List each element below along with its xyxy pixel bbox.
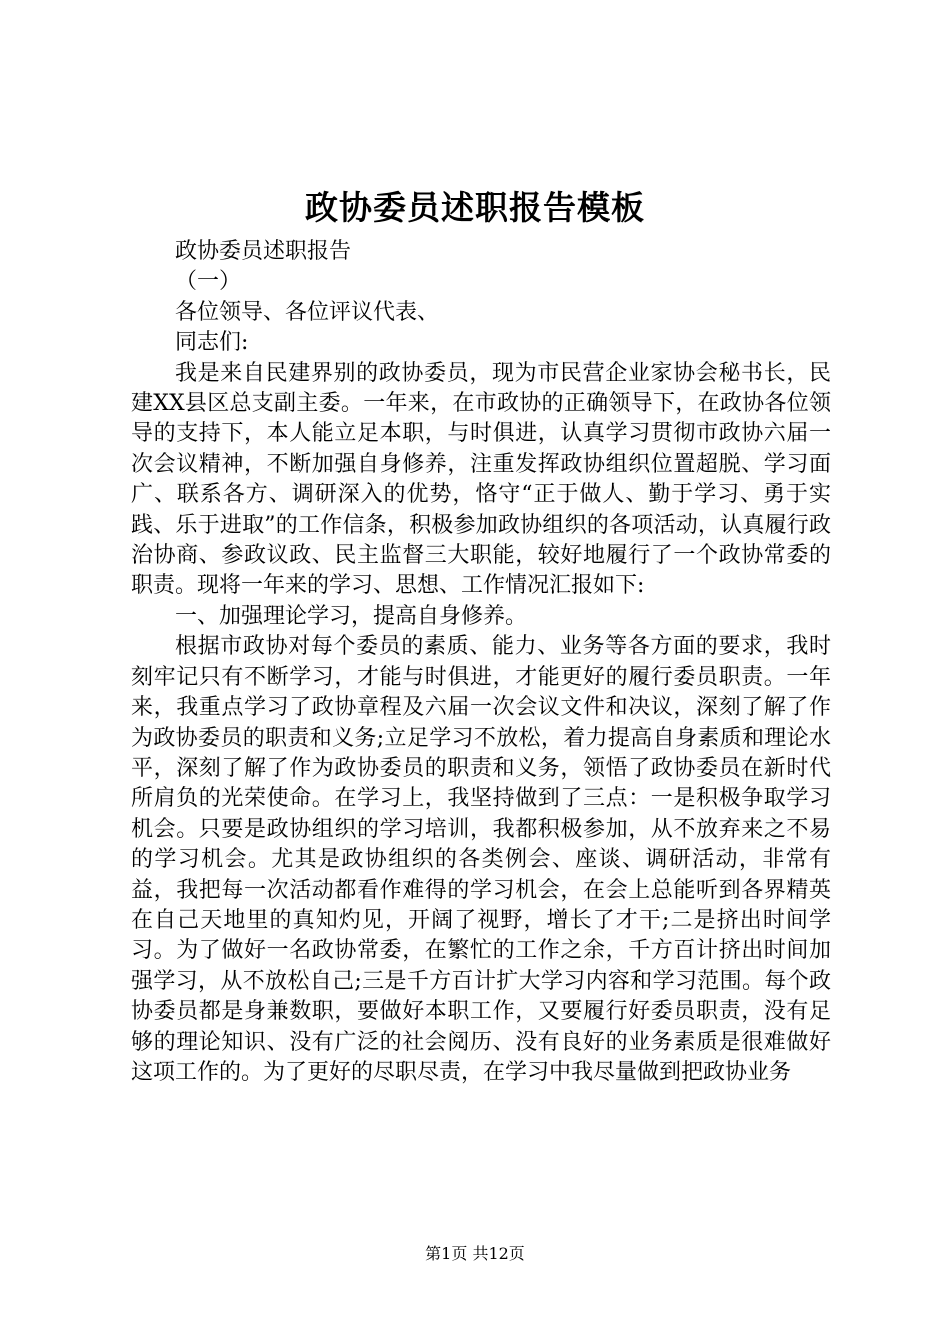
page-footer: 第1页 共12页 xyxy=(425,1244,525,1263)
document-body xyxy=(131,237,831,1088)
section-heading-1: 一、加强理论学习，提高自身修养。 xyxy=(175,603,528,629)
section-number: （一） xyxy=(175,269,242,295)
section-1-paragraph: 根据市政协对每个委员的素质、能力、业务等各方面的要求，我时刻牢记只有不断学习，才能与时俱进，才能更好的履行委员职责。一年来，我重点学习了政协章程及六届一次会议文件和决议，深刻了解了作为政协委员的职责和义务;立足学习不放松，着力提高自身素质和理论水平，深刻了解了作为政协委员的职责和义务，领悟了政协委员在新时代所肩负的光荣使命。在学习上，我坚持做到了三点：一是积极争取学习机会。只要是政协组织的学习培训，我都积极参加，从不放弃来之不易的学习机会。尤其是政协组织的各类例会、座谈、调研活动，非常有益，我把每一次活动都看作难得的学习机会，在会上总能听到各界精英在自己天地里的真知灼见，开阔了视野，增长了才干;二是挤出时间学习。为了做好一名政协常委，在繁忙的工作之余，千方百计挤出时间加强学习，从不放松自己;三是千方百计扩大学习内容和学习范围。每个政协委员都是身兼数职，要做好本职工作，又要履行好委员职责，没有足够的理论知识、没有广泛的社会阅历、没有良好的业务素质是很难做好这项工作的。为了更好的尽职尽责，在学习中我尽量做到把政协业务 xyxy=(131,634,831,1085)
document-title: 政协委员述职报告模板 xyxy=(305,188,645,227)
report-subtitle: 政协委员述职报告 xyxy=(175,239,352,264)
salutation-line-1: 各位领导、各位评议代表、 xyxy=(175,299,440,325)
intro-paragraph: 我是来自民建界别的政协委员，现为市民营企业家协会秘书长，民建XX县区总支副主委。一年来，在市政协的正确领导下，在政协各位领导的支持下，本人能立足本职，与时俱进，认真学习贯彻市政协六届一次会议精神，不断加强自身修养，注重发挥政协组织位置超脱、学习面广、联系各方、调研深入的优势，恪守“正于做人、勤于学习、勇于实践、乐于进取”的工作信条，积极参加政协组织的各项活动，认真履行政治协商、参政议政、民主监督三大职能，较好地履行了一个政协常委的职责。现将一年来的学习、思想、工作情况汇报如下: xyxy=(131,360,831,599)
salutation-line-2: 同志们: xyxy=(175,330,249,356)
